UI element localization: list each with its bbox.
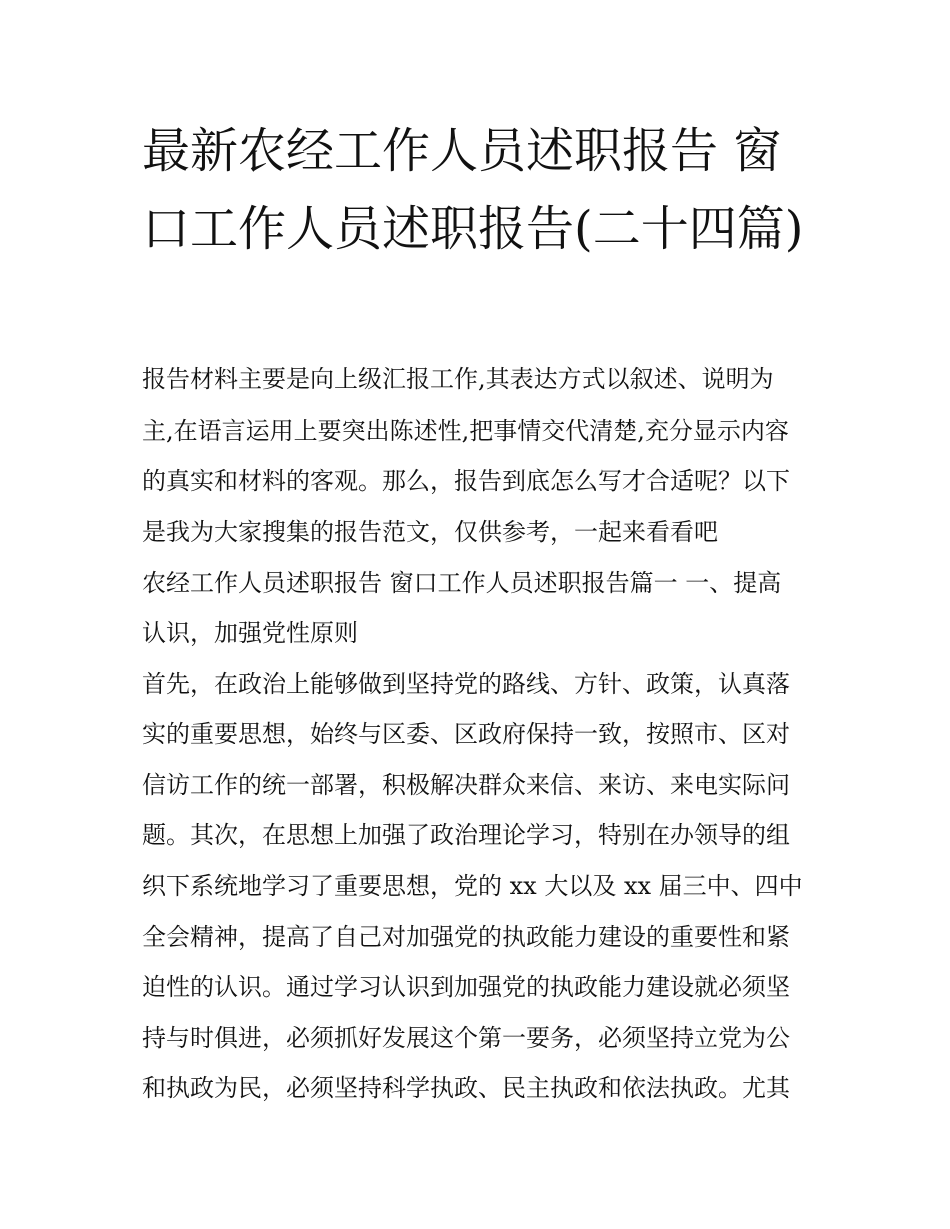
body-line: 持与时俱进，必须抓好发展这个第一要务，必须坚持立党为公 bbox=[142, 1024, 790, 1052]
body-line: 首先，在政治上能够做到坚持党的路线、方针、政策，认真落 bbox=[142, 670, 790, 698]
body-line: 实的重要思想，始终与区委、区政府保持一致，按照市、区对 bbox=[142, 720, 790, 748]
body-line: 迫性的认识。通过学习认识到加强党的执政能力建设就必须坚 bbox=[142, 973, 790, 1001]
body-line: 和执政为民，必须坚持科学执政、民主执政和依法执政。尤其 bbox=[142, 1074, 790, 1102]
body-line: 织下系统地学习了重要思想，党的 xx 大以及 xx 届三中、四中 bbox=[142, 872, 803, 900]
body-line: 信访工作的统一部署，积极解决群众来信、来访、来电实际问 bbox=[142, 771, 790, 799]
body-line: 农经工作人员述职报告 窗口工作人员述职报告篇一 一、提高 bbox=[142, 569, 782, 597]
body-line: 的真实和材料的客观。那么，报告到底怎么写才合适呢？以下 bbox=[142, 467, 790, 495]
body-line: 主,在语言运用上要突出陈述性,把事情交代清楚,充分显示内容 bbox=[142, 417, 789, 445]
body-line: 报告材料主要是向上级汇报工作,其表达方式以叙述、说明为 bbox=[142, 365, 774, 393]
body-line: 认识，加强党性原则 bbox=[142, 619, 358, 647]
body-line: 全会精神，提高了自己对加强党的执政能力建设的重要性和紧 bbox=[142, 923, 790, 951]
body-line: 是我为大家搜集的报告范文，仅供参考，一起来看看吧 bbox=[142, 518, 718, 546]
document-title: 最新农经工作人员述职报告 窗口工作人员述职报告(二十四篇) bbox=[142, 123, 804, 257]
body-line: 题。其次，在思想上加强了政治理论学习，特别在办领导的组 bbox=[142, 821, 790, 849]
